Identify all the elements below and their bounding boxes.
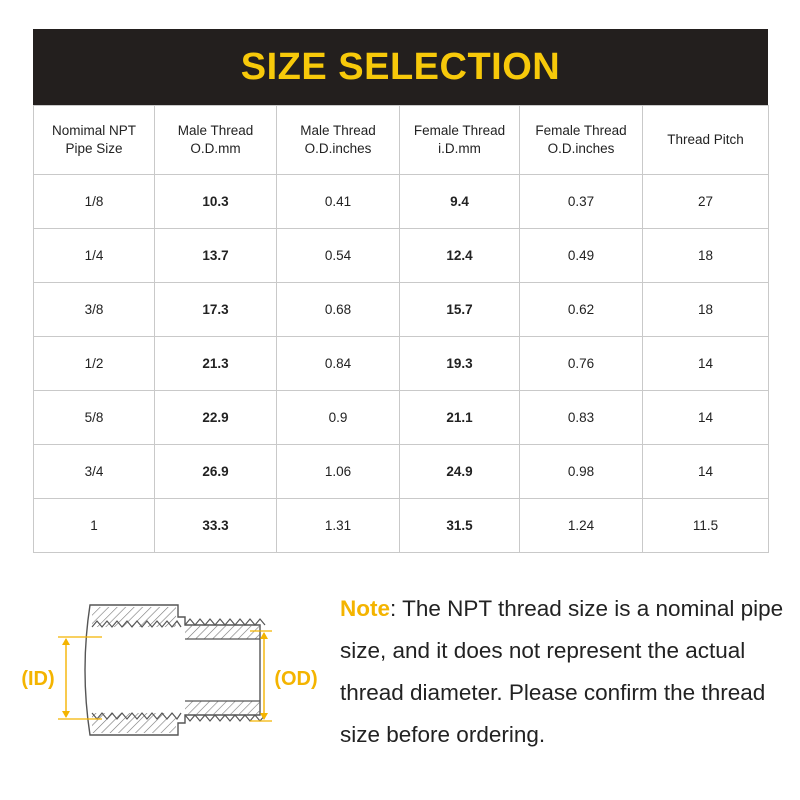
- cell-male-od-inches: 0.68: [277, 283, 400, 337]
- title-banner: [33, 29, 768, 105]
- cell-female-od-inches: 0.37: [520, 175, 643, 229]
- cell-male-od-mm: 21.3: [155, 337, 277, 391]
- cell-male-od-mm: 10.3: [155, 175, 277, 229]
- cell-thread-pitch: 18: [643, 283, 769, 337]
- cell-female-id-mm: 31.5: [400, 499, 520, 553]
- table-row: [34, 175, 769, 229]
- cell-female-od-inches: 0.98: [520, 445, 643, 499]
- table-row: [34, 445, 769, 499]
- cell-male-od-mm: 33.3: [155, 499, 277, 553]
- cell-pipe-size: 1/4: [34, 229, 155, 283]
- table-row: [34, 499, 769, 553]
- cell-male-od-mm: 13.7: [155, 229, 277, 283]
- header-pipe-size: Nomimal NPT Pipe Size: [34, 106, 155, 175]
- header-female-id-mm: Female Thread i.D.mm: [400, 106, 520, 175]
- cell-male-od-inches: 0.84: [277, 337, 400, 391]
- cell-female-id-mm: 24.9: [400, 445, 520, 499]
- cell-female-id-mm: 9.4: [400, 175, 520, 229]
- cell-female-od-inches: 1.24: [520, 499, 643, 553]
- cell-male-od-inches: 0.54: [277, 229, 400, 283]
- cell-male-od-mm: 17.3: [155, 283, 277, 337]
- cell-female-id-mm: 19.3: [400, 337, 520, 391]
- header-female-od-inches: Female Thread O.D.inches: [520, 106, 643, 175]
- id-label: (ID): [21, 668, 55, 690]
- table-row: [34, 283, 769, 337]
- cell-female-id-mm: 15.7: [400, 283, 520, 337]
- cell-male-od-mm: 26.9: [155, 445, 277, 499]
- cell-pipe-size: 1/8: [34, 175, 155, 229]
- fitting-body: [85, 605, 265, 735]
- cell-thread-pitch: 14: [643, 337, 769, 391]
- table-header-row: [34, 106, 769, 175]
- cell-thread-pitch: 18: [643, 229, 769, 283]
- cell-male-od-inches: 1.06: [277, 445, 400, 499]
- cell-pipe-size: 3/8: [34, 283, 155, 337]
- note-label: Note: [340, 596, 390, 621]
- cell-female-od-inches: 0.83: [520, 391, 643, 445]
- cell-thread-pitch: 27: [643, 175, 769, 229]
- header-male-od-inches: Male Thread O.D.inches: [277, 106, 400, 175]
- od-label: (OD): [274, 668, 318, 690]
- cell-male-od-mm: 22.9: [155, 391, 277, 445]
- note-text: : The NPT thread size is a nominal pipe size, and it does not represent the actual thread diameter. Please confirm the thread size before ordering.: [340, 596, 784, 747]
- note-block: [340, 588, 790, 756]
- cell-female-id-mm: 21.1: [400, 391, 520, 445]
- size-table: [33, 105, 769, 553]
- header-male-od-mm: Male Thread O.D.mm: [155, 106, 277, 175]
- header-thread-pitch: Thread Pitch: [643, 106, 769, 175]
- cell-thread-pitch: 14: [643, 391, 769, 445]
- cell-pipe-size: 5/8: [34, 391, 155, 445]
- cell-thread-pitch: 14: [643, 445, 769, 499]
- cell-pipe-size: 1: [34, 499, 155, 553]
- cell-female-id-mm: 12.4: [400, 229, 520, 283]
- page-title: SIZE SELECTION: [240, 45, 561, 88]
- cell-female-od-inches: 0.49: [520, 229, 643, 283]
- cell-male-od-inches: 1.31: [277, 499, 400, 553]
- cell-pipe-size: 3/4: [34, 445, 155, 499]
- cell-female-od-inches: 0.62: [520, 283, 643, 337]
- fitting-diagram: [10, 595, 330, 745]
- cell-male-od-inches: 0.41: [277, 175, 400, 229]
- cell-thread-pitch: 11.5: [643, 499, 769, 553]
- cell-male-od-inches: 0.9: [277, 391, 400, 445]
- table-row: [34, 337, 769, 391]
- cell-female-od-inches: 0.76: [520, 337, 643, 391]
- cell-pipe-size: 1/2: [34, 337, 155, 391]
- table-row: [34, 229, 769, 283]
- table-row: [34, 391, 769, 445]
